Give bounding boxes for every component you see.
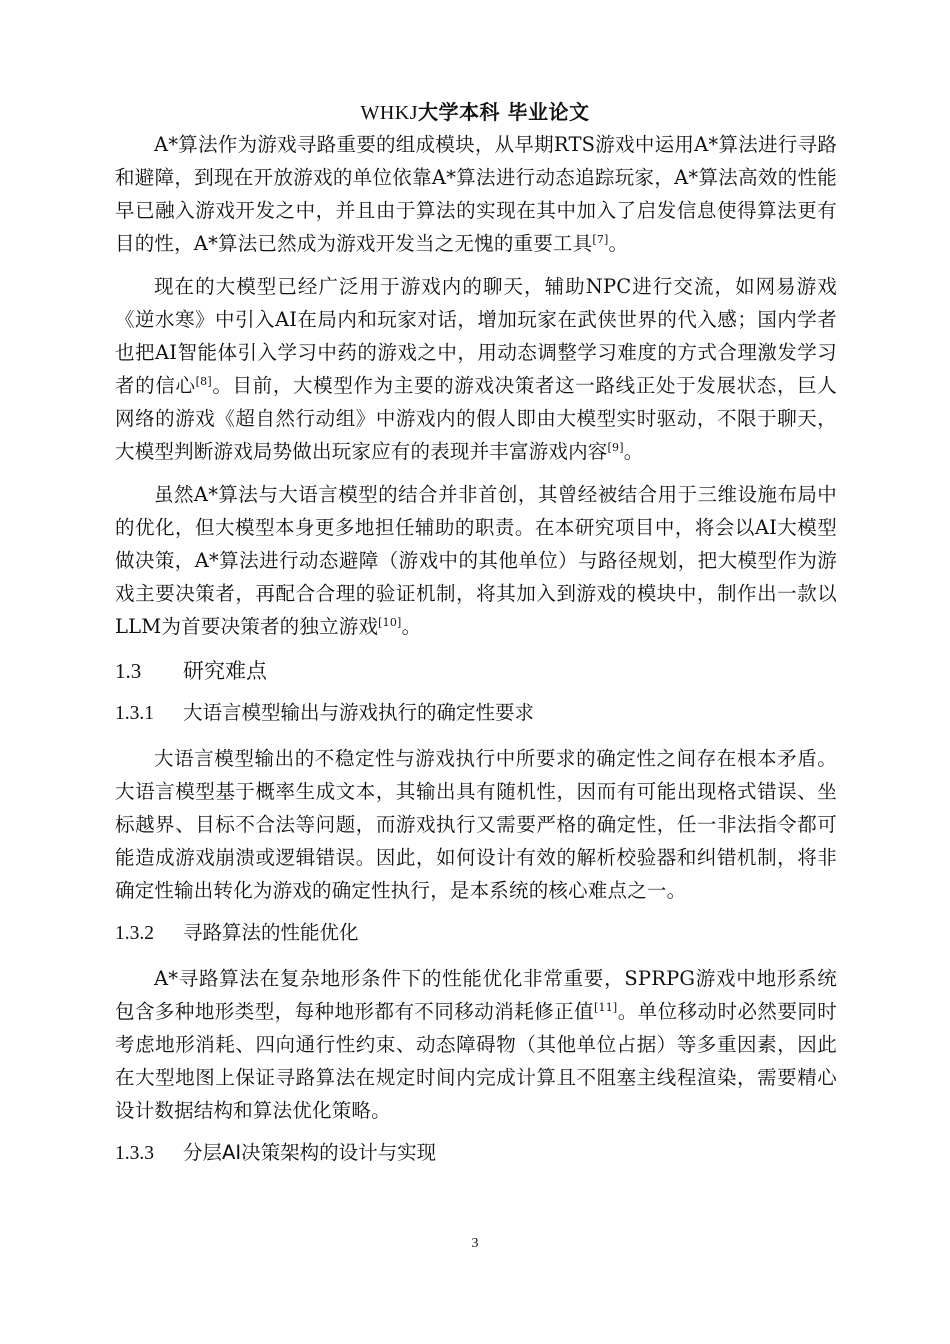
subsection-number: 1.3.2	[115, 923, 154, 944]
paragraph-determinism: 大语言模型输出的不稳定性与游戏执行中所要求的确定性之间存在根本矛盾。大语言模型基于概率生成文本，其输出具有随机性，因而有可能出现格式错误、坐标越界、目标不合法等问题，而游戏执行又需要严格的确定性，任一非法指令都可能造成游戏崩溃或逻辑错误。因此，如何设计有效的解析校验器和纠错机制，将非确定性输出转化为游戏的确定性执行，是本系统的核心难点之一。	[115, 747, 837, 902]
subsection-heading-1-3-3	[115, 1139, 837, 1168]
citation-7: [7]	[592, 233, 609, 246]
subsection-title: 大语言模型输出与游戏执行的确定性要求	[183, 701, 535, 724]
paragraph-text-continued: 。单位移动时必然要同时考虑地形消耗、四向通行性约束、动态障碍物（其他单位占据）等多重因素，因此在大型地图上保证寻路算法在规定时间内完成计算且不阻塞主线程渲染，需要精心设计数据结构和算法优化策略。	[115, 1000, 837, 1122]
paragraph-astar-role	[115, 128, 837, 260]
paragraph-tail: 。	[401, 615, 422, 638]
subsection-title: 寻路算法的性能优化	[183, 921, 359, 944]
citation-8: [8]	[195, 375, 212, 388]
subsection-number: 1.3.3	[115, 1143, 154, 1164]
citation-9: [9]	[607, 441, 624, 454]
paragraph-llm-in-games	[115, 270, 837, 468]
paragraph-text: A*寻路算法在复杂地形条件下的性能优化非常重要，SPRPG游戏中地形系统包含多种地形类型，每种地形都有不同移动消耗修正值	[115, 967, 837, 1023]
paragraph-text: A*算法作为游戏寻路重要的组成模块，从早期RTS游戏中运用A*算法进行寻路和避障，到现在开放游戏的单位依靠A*算法进行动态追踪玩家，A*算法高效的性能早已融入游戏开发之中，并且由于算法的实现在其中加入了启发信息使得算法更有目的性，A*算法已然成为游戏开发当之无愧的重要工具	[115, 133, 837, 255]
header-thesis-label: 大学本科 毕业论文	[418, 100, 590, 124]
page-number: 3	[471, 1236, 479, 1251]
subsection-heading-1-3-2	[115, 919, 837, 948]
citation-10: [10]	[378, 616, 402, 629]
section-heading-1-3	[115, 657, 837, 685]
subsection-number: 1.3.1	[115, 703, 154, 724]
paragraph-tail: 。	[608, 232, 629, 255]
header-school-code: WHKJ	[360, 102, 419, 124]
subsection-heading-1-3-1	[115, 699, 837, 728]
citation-11: [11]	[594, 1001, 618, 1014]
paragraph-text-continued: 。目前，大模型作为主要的游戏决策者这一路线正处于发展状态，巨人网络的游戏《超自然行动组》中游戏内的假人即由大模型实时驱动，不限于聊天，大模型判断游戏局势做出玩家应有的表现并丰富游戏内容	[115, 374, 837, 463]
paragraph-text: 现在的大模型已经广泛用于游戏内的聊天，辅助NPC进行交流，如网易游戏《逆水寒》中引入AI在局内和玩家对话，增加玩家在武侠世界的代入感；国内学者也把AI智能体引入学习中药的游戏之中，用动态调整学习难度的方式合理激发学习者的信心	[115, 275, 837, 397]
paragraph-pathfinding-perf	[115, 962, 837, 1127]
paragraph-project-approach	[115, 478, 837, 643]
paragraph-text: 虽然A*算法与大语言模型的结合并非首创，其曾经被结合用于三维设施布局中的优化，但大模型本身更多地担任辅助的职责。在本研究项目中，将会以AI大模型做决策，A*算法进行动态避障（游戏中的其他单位）与路径规划，把大模型作为游戏主要决策者，再配合合理的验证机制，将其加入到游戏的模块中，制作出一款以LLM为首要决策者的独立游戏	[115, 483, 837, 638]
section-number: 1.3	[115, 659, 142, 683]
body-content	[115, 128, 837, 1182]
running-header	[0, 100, 950, 125]
subsection-title: 分层AI决策架构的设计与实现	[183, 1141, 437, 1164]
section-title: 研究难点	[183, 659, 267, 683]
paragraph-tail: 。	[623, 440, 644, 463]
